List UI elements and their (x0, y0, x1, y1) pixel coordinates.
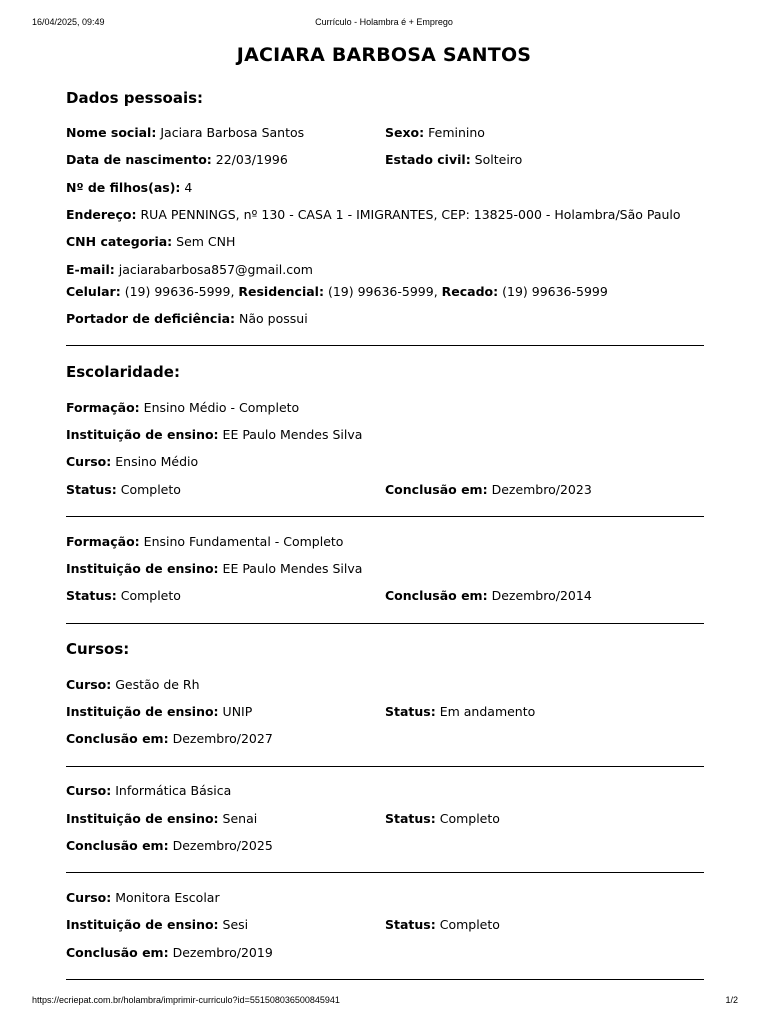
field-value: Não possui (239, 311, 308, 326)
field-conclusion (385, 588, 592, 604)
separator: , (230, 284, 239, 299)
edu2-row-institution (66, 561, 706, 579)
field-label: Instituição de ensino: (66, 917, 219, 932)
row-email (66, 262, 706, 280)
field-label: Estado civil: (385, 152, 471, 167)
field-value: Completo (120, 588, 181, 603)
field-course (66, 783, 231, 799)
field-label: Conclusão em: (66, 731, 169, 746)
field-label: Conclusão em: (66, 945, 169, 960)
page-url: https://ecriepat.com.br/holambra/imprimir-curriculo?id=551508036500845941 (32, 995, 340, 1005)
field-formation (66, 534, 343, 550)
field-disability (66, 311, 308, 327)
field-value: Dezembro/2027 (172, 731, 273, 746)
field-label: CNH categoria: (66, 234, 173, 249)
field-label: Curso: (66, 783, 112, 798)
field-marital-status (385, 152, 522, 168)
field-conclusion (66, 731, 273, 747)
field-email (66, 262, 313, 278)
field-value: Ensino Médio - Completo (143, 400, 300, 415)
candidate-name: JACIARA BARBOSA SANTOS (236, 44, 532, 66)
field-label: E-mail: (66, 262, 115, 277)
field-institution (66, 811, 257, 827)
field-institution (66, 917, 248, 933)
field-label: Conclusão em: (385, 482, 488, 497)
edu1-row-formation (66, 400, 706, 418)
field-social-name (66, 125, 304, 141)
field-label: Residencial: (238, 284, 324, 299)
course3-row-course (66, 890, 706, 908)
field-children (66, 180, 192, 196)
field-label: Status: (385, 704, 436, 719)
field-value: (19) 99636-5999 (327, 284, 434, 299)
field-value: Jaciara Barbosa Santos (160, 125, 305, 140)
field-label: Formação: (66, 400, 140, 415)
divider (66, 516, 704, 517)
field-value: Ensino Fundamental - Completo (143, 534, 344, 549)
field-status (385, 917, 500, 933)
field-label: Data de nascimento: (66, 152, 212, 167)
field-label: Status: (385, 917, 436, 932)
field-label: Instituição de ensino: (66, 811, 219, 826)
row-birth-date (66, 152, 706, 170)
field-label: Curso: (66, 890, 112, 905)
field-conclusion (385, 482, 592, 498)
field-label: Curso: (66, 454, 112, 469)
field-value: Gestão de Rh (115, 677, 200, 692)
row-license (66, 234, 706, 252)
field-label: Instituição de ensino: (66, 561, 219, 576)
row-phones (66, 284, 706, 302)
course3-row-conclusion (66, 945, 706, 963)
field-institution (66, 704, 252, 720)
edu1-row-course (66, 454, 706, 472)
field-value: EE Paulo Mendes Silva (222, 561, 363, 576)
field-value: Sem CNH (176, 234, 236, 249)
course1-row-course (66, 677, 706, 695)
field-label: Sexo: (385, 125, 425, 140)
print-datetime: 16/04/2025, 09:49 (32, 17, 105, 27)
field-address (66, 207, 681, 223)
field-value: (19) 99636-5999 (124, 284, 231, 299)
course3-row-institution (66, 917, 706, 935)
divider (66, 345, 704, 346)
edu1-row-status (66, 482, 706, 500)
field-value: Completo (439, 811, 500, 826)
edu2-row-status (66, 588, 706, 606)
row-address (66, 207, 706, 225)
field-sex (385, 125, 485, 141)
field-label: Nome social: (66, 125, 157, 140)
field-phones (66, 284, 608, 300)
field-label: Formação: (66, 534, 140, 549)
field-label: Recado: (441, 284, 499, 299)
field-value: Informática Básica (115, 783, 232, 798)
divider (66, 766, 704, 767)
field-label: Endereço: (66, 207, 137, 222)
divider (66, 872, 704, 873)
course1-row-conclusion (66, 731, 706, 749)
field-birth-date (66, 152, 288, 168)
field-license (66, 234, 235, 250)
row-social-name (66, 125, 706, 143)
field-status (66, 482, 181, 498)
course2-row-course (66, 783, 706, 801)
section-title-personal: Dados pessoais: (66, 89, 204, 107)
field-value: RUA PENNINGS, nº 130 - CASA 1 - IMIGRANTES, CEP: 13825-000 - Holambra/São Paulo (140, 207, 681, 222)
field-conclusion (66, 838, 273, 854)
field-label: Status: (385, 811, 436, 826)
field-institution (66, 561, 362, 577)
page-number: 1/2 (725, 995, 738, 1005)
section-title-courses: Cursos: (66, 640, 130, 658)
row-disability (66, 311, 706, 329)
field-value: Monitora Escolar (115, 890, 220, 905)
field-conclusion (66, 945, 273, 961)
field-value: Em andamento (439, 704, 536, 719)
field-label: Celular: (66, 284, 121, 299)
field-value: 22/03/1996 (215, 152, 288, 167)
course1-row-institution (66, 704, 706, 722)
field-label: Conclusão em: (66, 838, 169, 853)
field-value: jaciarabarbosa857@gmail.com (118, 262, 313, 277)
field-value: Dezembro/2023 (491, 482, 592, 497)
field-value: Dezembro/2025 (172, 838, 273, 853)
field-value: Senai (222, 811, 258, 826)
divider (66, 979, 704, 980)
field-label: Conclusão em: (385, 588, 488, 603)
field-label: Nº de filhos(as): (66, 180, 181, 195)
field-institution (66, 427, 362, 443)
field-value: Feminino (428, 125, 485, 140)
field-label: Status: (66, 588, 117, 603)
field-label: Status: (66, 482, 117, 497)
field-status (385, 704, 535, 720)
field-label: Instituição de ensino: (66, 704, 219, 719)
field-value: (19) 99636-5999 (502, 284, 608, 299)
field-value: Completo (120, 482, 181, 497)
field-course (66, 890, 220, 906)
edu2-row-formation (66, 534, 706, 552)
field-formation (66, 400, 299, 416)
field-value: Dezembro/2014 (491, 588, 592, 603)
field-status (385, 811, 500, 827)
separator: , (433, 284, 442, 299)
field-course (66, 677, 200, 693)
course2-row-conclusion (66, 838, 706, 856)
field-value: EE Paulo Mendes Silva (222, 427, 363, 442)
field-label: Portador de deficiência: (66, 311, 236, 326)
edu1-row-institution (66, 427, 706, 445)
field-value: Dezembro/2019 (172, 945, 273, 960)
field-value: Ensino Médio (115, 454, 199, 469)
field-status (66, 588, 181, 604)
course2-row-institution (66, 811, 706, 829)
field-value: Completo (439, 917, 500, 932)
field-label: Curso: (66, 677, 112, 692)
row-children (66, 180, 706, 198)
field-value: Sesi (222, 917, 249, 932)
divider (66, 623, 704, 624)
page-title: Currículo - Holambra é + Emprego (315, 17, 453, 27)
field-value: Solteiro (474, 152, 523, 167)
field-value: UNIP (222, 704, 253, 719)
field-value: 4 (184, 180, 193, 195)
field-course (66, 454, 198, 470)
field-label: Instituição de ensino: (66, 427, 219, 442)
section-title-education: Escolaridade: (66, 363, 180, 381)
